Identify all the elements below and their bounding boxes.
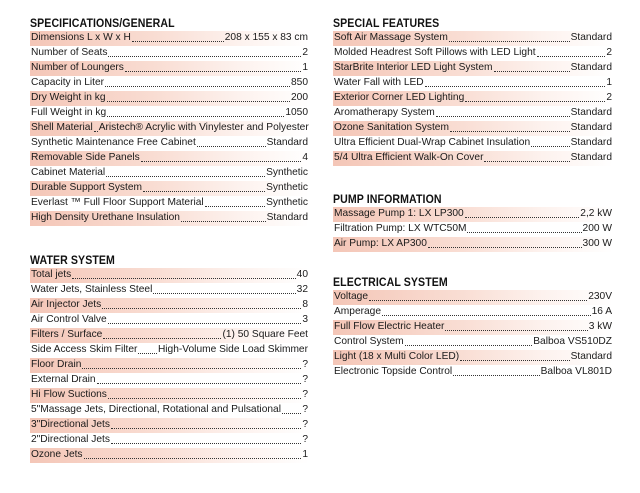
dot-leader xyxy=(484,161,569,162)
spec-value: 4 xyxy=(302,152,308,163)
spec-row xyxy=(333,136,613,151)
dot-leader xyxy=(108,398,301,399)
spec-row xyxy=(333,46,613,61)
spec-row xyxy=(30,211,309,226)
spec-row xyxy=(333,305,613,320)
water-system-heading: WATER SYSTEM xyxy=(30,255,115,267)
spec-row xyxy=(30,433,309,448)
spec-label: Voltage xyxy=(334,291,368,302)
spec-row xyxy=(333,350,613,365)
dot-leader xyxy=(153,293,295,294)
pump-information-table xyxy=(333,207,613,252)
spec-row xyxy=(30,46,309,61)
spec-value: 1 xyxy=(302,449,308,460)
spec-value: High-Volume Side Load Skimmer xyxy=(157,344,308,355)
dot-leader xyxy=(450,131,570,132)
dot-leader xyxy=(82,368,301,369)
spec-value: 200 xyxy=(291,92,308,103)
spec-value: Synthetic xyxy=(266,182,308,193)
spec-value: Synthetic xyxy=(266,197,308,208)
spec-value: Standard xyxy=(570,152,612,163)
dot-leader xyxy=(107,116,284,117)
special-features-table xyxy=(333,31,613,166)
spec-value: Standard xyxy=(570,137,612,148)
spec-label: Cabinet Material xyxy=(31,167,106,178)
spec-label: 3"Directional Jets xyxy=(31,419,110,430)
spec-value: 2 xyxy=(606,92,612,103)
spec-row xyxy=(30,106,309,121)
spec-label: Control System xyxy=(334,336,404,347)
dot-leader xyxy=(72,278,295,279)
spec-value: Standard xyxy=(570,351,612,362)
dot-leader xyxy=(531,146,570,147)
spec-row xyxy=(333,121,613,136)
spec-label: 5"Massage Jets, Directional, Rotational and Pulsational xyxy=(31,404,281,415)
spec-row xyxy=(333,365,613,380)
specifications-table xyxy=(30,31,309,226)
spec-value: Standard xyxy=(570,62,612,73)
spec-label: Light (18 x Multi Color LED) xyxy=(334,351,460,362)
spec-label: Ultra Efficient Dual-Wrap Cabinet Insulation xyxy=(334,137,531,148)
spec-label: Everlast ™ Full Floor Support Material xyxy=(31,197,204,208)
spec-value: 208 x 155 x 83 cm xyxy=(224,32,308,43)
dot-leader xyxy=(382,315,591,316)
spec-value: 40 xyxy=(296,269,308,280)
spec-row xyxy=(30,31,309,46)
spec-value: ? xyxy=(302,374,308,385)
spec-row xyxy=(30,91,309,106)
spec-label: High Density Urethane Insulation xyxy=(31,212,180,223)
dot-leader xyxy=(141,161,302,162)
dot-leader xyxy=(449,41,570,42)
spec-row xyxy=(333,335,613,350)
spec-row xyxy=(30,373,309,388)
dot-leader xyxy=(181,221,266,222)
spec-label: Total jets xyxy=(31,269,72,280)
dot-leader xyxy=(107,101,290,102)
spec-label: Air Control Valve xyxy=(31,314,107,325)
spec-value: 1050 xyxy=(285,107,308,118)
spec-row xyxy=(30,196,309,211)
spec-label: Ozone Jets xyxy=(31,449,83,460)
dot-leader xyxy=(108,56,301,57)
dot-leader xyxy=(282,413,301,414)
spec-value: 2 xyxy=(606,47,612,58)
dot-leader xyxy=(405,345,533,346)
spec-row xyxy=(30,151,309,166)
spec-label: Water Fall with LED xyxy=(334,77,424,88)
dot-leader xyxy=(94,131,98,132)
special-features-section xyxy=(333,17,613,166)
spec-row xyxy=(30,418,309,433)
spec-value: 1 xyxy=(302,62,308,73)
spec-label: Number of Seats xyxy=(31,47,108,58)
spec-label: Water Jets, Stainless Steel xyxy=(31,284,153,295)
pump-information-section xyxy=(333,193,613,252)
spec-label: 5/4 Ultra Efficient Walk-On Cover xyxy=(334,152,484,163)
spec-label: Molded Headrest Soft Pillows with LED Light xyxy=(334,47,536,58)
dot-leader xyxy=(445,330,587,331)
spec-row xyxy=(333,320,613,335)
spec-row xyxy=(30,268,309,283)
dot-leader xyxy=(465,101,605,102)
special-features-heading: SPECIAL FEATURES xyxy=(333,18,440,30)
spec-value: 32 xyxy=(296,284,308,295)
dot-leader xyxy=(465,217,580,218)
spec-value: (1) 50 Square Feet xyxy=(222,329,308,340)
spec-row xyxy=(30,76,309,91)
spec-label: Number of Loungers xyxy=(31,62,124,73)
spec-row xyxy=(30,313,309,328)
spec-label: Soft Air Massage System xyxy=(334,32,448,43)
spec-row xyxy=(333,237,613,252)
spec-label: Full Weight in kg xyxy=(31,107,107,118)
dot-leader xyxy=(205,206,265,207)
spec-value: Standard xyxy=(570,107,612,118)
spec-value: 230V xyxy=(588,291,612,302)
dot-leader xyxy=(494,71,570,72)
spec-label: Side Access Skim Filter xyxy=(31,344,138,355)
spec-label: Air Injector Jets xyxy=(31,299,102,310)
spec-label: Dry Weight in kg xyxy=(31,92,106,103)
dot-leader xyxy=(197,146,266,147)
dot-leader xyxy=(460,360,570,361)
spec-value: ? xyxy=(302,359,308,370)
spec-row xyxy=(30,343,309,358)
spec-value: Standard xyxy=(266,212,308,223)
dot-leader xyxy=(425,86,606,87)
spec-label: 2"Directional Jets xyxy=(31,434,110,445)
electrical-system-table xyxy=(333,290,613,380)
spec-row xyxy=(333,151,613,166)
dot-leader xyxy=(111,443,301,444)
spec-row xyxy=(30,298,309,313)
spec-value: 1 xyxy=(606,77,612,88)
spec-value: Standard xyxy=(570,122,612,133)
spec-label: Aromatherapy System xyxy=(334,107,435,118)
spec-row xyxy=(333,106,613,121)
spec-label: Air Pump: LX AP300 xyxy=(334,238,427,249)
spec-row xyxy=(30,136,309,151)
spec-label: Capacity in Liter xyxy=(31,77,105,88)
spec-row xyxy=(333,31,613,46)
spec-row xyxy=(30,283,309,298)
spec-row xyxy=(30,388,309,403)
spec-value: 16 A xyxy=(591,306,612,317)
spec-label: Ozone Sanitation System xyxy=(334,122,449,133)
dot-leader xyxy=(125,71,301,72)
spec-value: Standard xyxy=(266,137,308,148)
electrical-system-heading: ELECTRICAL SYSTEM xyxy=(333,277,448,289)
spec-value: 2 xyxy=(302,47,308,58)
spec-label: Hi Flow Suctions xyxy=(31,389,107,400)
spec-row xyxy=(333,61,613,76)
dot-leader xyxy=(428,247,582,248)
spec-value: 3 xyxy=(302,314,308,325)
spec-label: Amperage xyxy=(334,306,382,317)
spec-value: 2,2 kW xyxy=(580,208,612,219)
dot-leader xyxy=(97,383,302,384)
spec-row xyxy=(30,121,309,136)
spec-value: Balboa VL801D xyxy=(540,366,612,377)
spec-value: 200 W xyxy=(582,223,612,234)
spec-label: Removable Side Panels xyxy=(31,152,140,163)
dot-leader xyxy=(453,375,539,376)
spec-value: 300 W xyxy=(582,238,612,249)
spec-label: Filters / Surface xyxy=(31,329,103,340)
dot-leader xyxy=(369,300,587,301)
spec-value: Synthetic xyxy=(266,167,308,178)
dot-leader xyxy=(537,56,606,57)
dot-leader xyxy=(102,308,301,309)
spec-label: Floor Drain xyxy=(31,359,82,370)
spec-row xyxy=(30,358,309,373)
spec-label: Exterior Corner LED Lighting xyxy=(334,92,465,103)
dot-leader xyxy=(138,353,157,354)
spec-label: Synthetic Maintenance Free Cabinet xyxy=(31,137,196,148)
spec-label: Filtration Pump: LX WTC50M xyxy=(334,223,467,234)
spec-value: ? xyxy=(302,434,308,445)
water-system-section xyxy=(30,254,309,463)
spec-row xyxy=(333,76,613,91)
spec-value: Balboa VS510DZ xyxy=(533,336,612,347)
spec-label: StarBrite Interior LED Light System xyxy=(334,62,493,73)
spec-value: ? xyxy=(302,404,308,415)
dot-leader xyxy=(84,458,302,459)
spec-row xyxy=(333,290,613,305)
spec-value: Standard xyxy=(570,32,612,43)
spec-label: Durable Support System xyxy=(31,182,142,193)
spec-row xyxy=(30,61,309,76)
dot-leader xyxy=(467,232,581,233)
spec-row xyxy=(333,207,613,222)
spec-label: Full Flow Electric Heater xyxy=(334,321,445,332)
spec-row xyxy=(30,181,309,196)
dot-leader xyxy=(105,86,290,87)
spec-label: Electronic Topside Control xyxy=(334,366,453,377)
spec-row xyxy=(333,222,613,237)
spec-label: Massage Pump 1: LX LP300 xyxy=(334,208,464,219)
dot-leader xyxy=(108,323,302,324)
spec-row xyxy=(30,403,309,418)
spec-row xyxy=(30,328,309,343)
dot-leader xyxy=(111,428,301,429)
dot-leader xyxy=(436,116,570,117)
spec-label: Shell Material xyxy=(31,122,93,133)
pump-information-heading: PUMP INFORMATION xyxy=(333,194,442,206)
dot-leader xyxy=(143,191,265,192)
spec-value: ? xyxy=(302,419,308,430)
spec-value: ? xyxy=(302,389,308,400)
spec-row xyxy=(333,91,613,106)
specifications-heading: SPECIFICATIONS/GENERAL xyxy=(30,18,175,30)
dot-leader xyxy=(103,338,221,339)
spec-row xyxy=(30,448,309,463)
dot-leader xyxy=(106,176,265,177)
spec-label: Dimensions L x W x H xyxy=(31,32,131,43)
electrical-system-section xyxy=(333,276,613,380)
spec-row xyxy=(30,166,309,181)
spec-value: 850 xyxy=(291,77,308,88)
spec-value: 8 xyxy=(302,299,308,310)
spec-label: External Drain xyxy=(31,374,96,385)
water-system-table xyxy=(30,268,309,463)
spec-value: Aristech® Acrylic with Vinylester and Polyester xyxy=(98,122,309,133)
dot-leader xyxy=(132,41,224,42)
specifications-section xyxy=(30,17,309,226)
spec-value: 3 kW xyxy=(588,321,612,332)
